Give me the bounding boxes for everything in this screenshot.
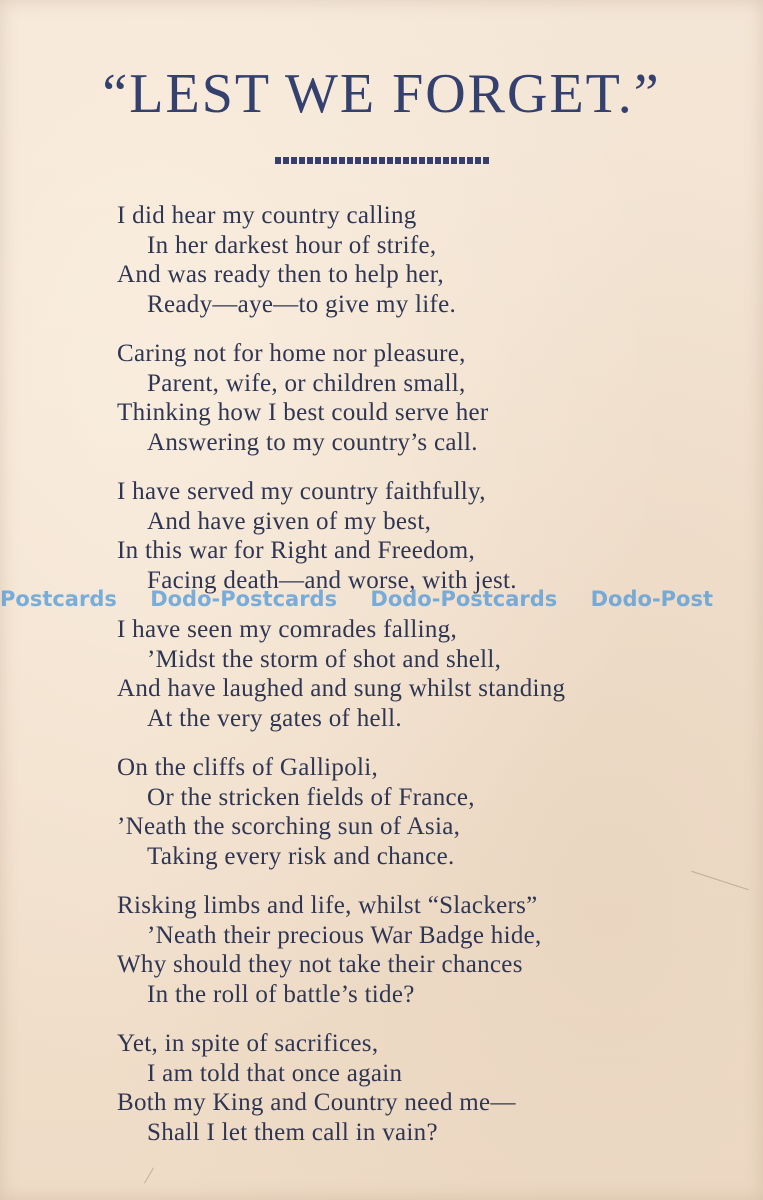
poem-line: Answering to my country’s call. (147, 428, 478, 456)
poem-line: And have given of my best, (147, 507, 432, 535)
watermark (0, 584, 763, 614)
poem-body (117, 201, 717, 1167)
poem-line: I did hear my country calling (117, 202, 417, 229)
stanza-5 (117, 753, 717, 871)
poem-line: At the very gates of hell. (147, 704, 402, 732)
stanza-2 (117, 339, 717, 457)
paper-crease (144, 1167, 154, 1183)
stanza-6 (117, 891, 717, 1009)
poem-line: Parent, wife, or children small, (147, 369, 466, 397)
poem-line: Both my King and Country need me— (117, 1089, 516, 1116)
poem-line: Taking every risk and chance. (147, 842, 455, 870)
stanza-7 (117, 1029, 717, 1147)
stanza-1 (117, 201, 717, 319)
poem-title: “LEST WE FORGET.” (102, 63, 661, 125)
poem-line: ’Midst the storm of shot and shell, (147, 645, 502, 673)
poem-line: Facing death—and worse, with jest. (147, 566, 517, 594)
poem-line: Caring not for home nor pleasure, (117, 340, 466, 367)
poem-line: Ready—aye—to give my life. (147, 290, 457, 318)
watermark-text: Postcards (0, 587, 117, 611)
poem-line: Why should they not take their chances (117, 951, 523, 978)
poem-line: Yet, in spite of sacrifices, (117, 1030, 379, 1057)
title-divider (275, 157, 490, 164)
watermark-text: Dodo-Post (590, 587, 714, 611)
poem-line: And have laughed and sung whilst standing (117, 675, 566, 702)
poem-line: ’Neath their precious War Badge hide, (147, 921, 542, 949)
poem-line: I have served my country faithfully, (117, 478, 486, 505)
poem-line: In this war for Right and Freedom, (117, 537, 476, 564)
poem-line: Shall I let them call in vain? (147, 1118, 438, 1146)
poem-line: Risking limbs and life, whilst “Slackers” (117, 892, 538, 919)
poem-line: ’Neath the scorching sun of Asia, (117, 813, 461, 840)
poem-line: On the cliffs of Gallipoli, (117, 754, 379, 781)
poem-line: And was ready then to help her, (117, 261, 444, 288)
poem-line: In her darkest hour of strife, (147, 231, 437, 259)
stanza-3 (117, 477, 717, 595)
poem-line: Thinking how I best could serve her (117, 399, 489, 426)
poem-line: Or the stricken fields of France, (147, 783, 475, 811)
poem-line: In the roll of battle’s tide? (147, 980, 415, 1008)
watermark-text: Dodo-Postcards (370, 587, 558, 611)
poem-line: I am told that once again (147, 1059, 403, 1087)
poem-line: I have seen my comrades falling, (117, 616, 458, 643)
stanza-4 (117, 615, 717, 733)
watermark-text: Dodo-Postcards (150, 587, 338, 611)
